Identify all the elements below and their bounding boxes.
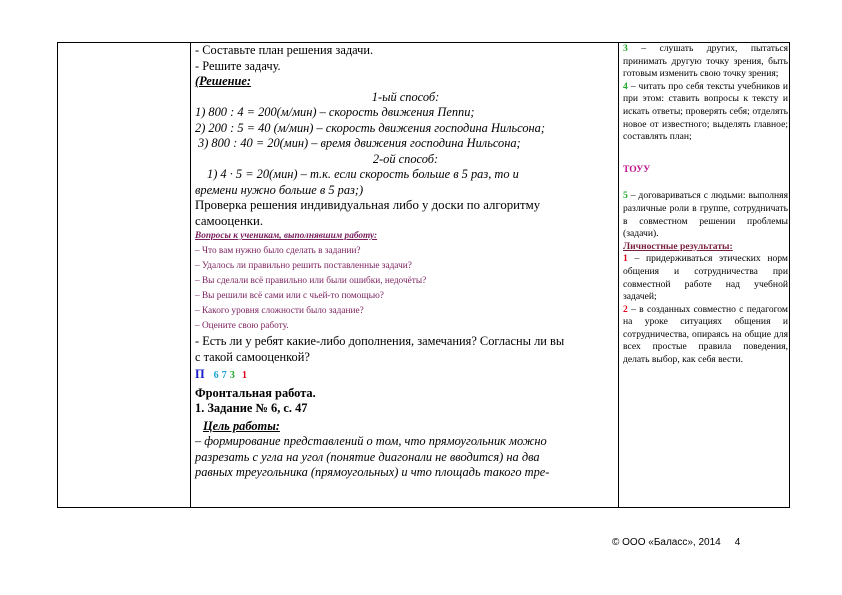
number-2: 2: [623, 303, 628, 315]
question-item: – Вы решили всё сами или с чьей-то помощью?: [195, 291, 384, 301]
solution-step: 2) 200 : 5 = 40 (м/мин) – скорость движения господина Нильсона;: [195, 120, 546, 135]
mark-1: 1: [241, 370, 247, 381]
method-heading: 2-ой способ:: [372, 151, 439, 166]
frontal-work-heading: Фронтальная работа.: [195, 385, 316, 400]
mark-6: 6: [213, 370, 219, 381]
mark-7: 7: [221, 370, 227, 381]
page-footer: [612, 537, 740, 548]
goal-text: разрезать с угла на угол (понятие диагонали не вводится) на два: [195, 449, 540, 464]
uud-marks: [195, 367, 616, 384]
teacher-activity-column: [192, 43, 616, 507]
question-item: – Удалось ли правильно решить поставленные задачи?: [195, 261, 412, 271]
column-divider-right: [618, 43, 619, 507]
goal-text: равных треугольника (прямоугольных) и что площадь такого тре-: [195, 465, 550, 479]
column-divider-left: [190, 43, 191, 507]
check-text: самооценки.: [195, 213, 264, 228]
instruction-line: - Составьте план решения задачи.: [195, 43, 374, 57]
method-heading: 1-ый способ:: [371, 89, 440, 104]
solution-step: 1) 800 : 4 = 200(м/мин) – скорость движения Пеппи;: [195, 105, 475, 119]
question-item: – Вы сделали всё правильно или были ошибки, недочёты?: [195, 276, 427, 286]
number-3: 3: [623, 43, 628, 54]
question-item: – Что вам нужно было сделать в задании?: [195, 246, 361, 256]
result-item-3: 3 – слушать других, пытаться принимать другую точку зрения, быть готовым изменить свою точку зрения;: [623, 43, 788, 80]
task-number: 1. Задание № 6, с. 47: [195, 401, 308, 415]
mark-p: П: [195, 367, 205, 381]
result-item-1: 1 – придерживаться этических норм общения и сотрудничества при совместной работе над учебной задачей;: [623, 253, 788, 303]
number-1: 1: [623, 253, 628, 265]
number-5: 5: [623, 190, 628, 202]
copyright: © ООО «Баласс», 2014: [612, 537, 721, 548]
solution-step: времени нужно больше в 5 раз;): [195, 182, 364, 197]
solution-step: 3) 800 : 40 = 20(мин) – время движения господина Нильсона;: [198, 136, 521, 150]
goal-text: – формирование представлений о том, что прямоугольник можно: [195, 434, 547, 448]
personal-results-heading: Личностные результаты:: [623, 240, 733, 252]
check-text: Проверка решения индивидуальная либо у доски по алгоритму: [195, 198, 541, 212]
lesson-table: [57, 42, 790, 508]
touu-heading: ТОУУ: [623, 163, 651, 175]
mark-3: 3: [229, 370, 235, 381]
questions-heading: Вопросы к ученикам, выполнявшим работу:: [195, 231, 378, 241]
uud-results-column: [621, 43, 788, 507]
number-4: 4: [623, 80, 628, 92]
question-item: – Оцените свою работу.: [195, 321, 289, 331]
solution-label: (Решение:: [195, 74, 251, 88]
solution-step: 1) 4 · 5 = 20(мин) – т.к. если скорость больше в 5 раз, то и: [207, 167, 519, 181]
instruction-line: - Решите задачу.: [195, 58, 281, 73]
discussion-line: с такой самооценкой?: [195, 349, 310, 364]
page-number: 4: [734, 537, 741, 548]
result-item-2: 2 – в созданных совместно с педагогом на уроке ситуациях общения и сотрудничества, опираясь на общие для всех простые правила поведения, делать выбор, как себя вести.: [623, 303, 788, 366]
question-item: – Какого уровня сложности было задание?: [195, 306, 364, 316]
result-item-5: 5 – договариваться с людьми: выполняя различные роли в группе, сотрудничать в совместном решении проблемы (задачи).: [623, 190, 788, 240]
discussion-line: - Есть ли у ребят какие-либо дополнения, замечания? Согласны ли вы: [195, 334, 565, 348]
result-item-4: 4 – читать про себя тексты учебников и при этом: ставить вопросы к тексту и искать ответы; проверять себя; отделять новое от известного; выделять главное; составлять план;: [623, 80, 788, 143]
goal-heading: Цель работы:: [203, 418, 280, 433]
